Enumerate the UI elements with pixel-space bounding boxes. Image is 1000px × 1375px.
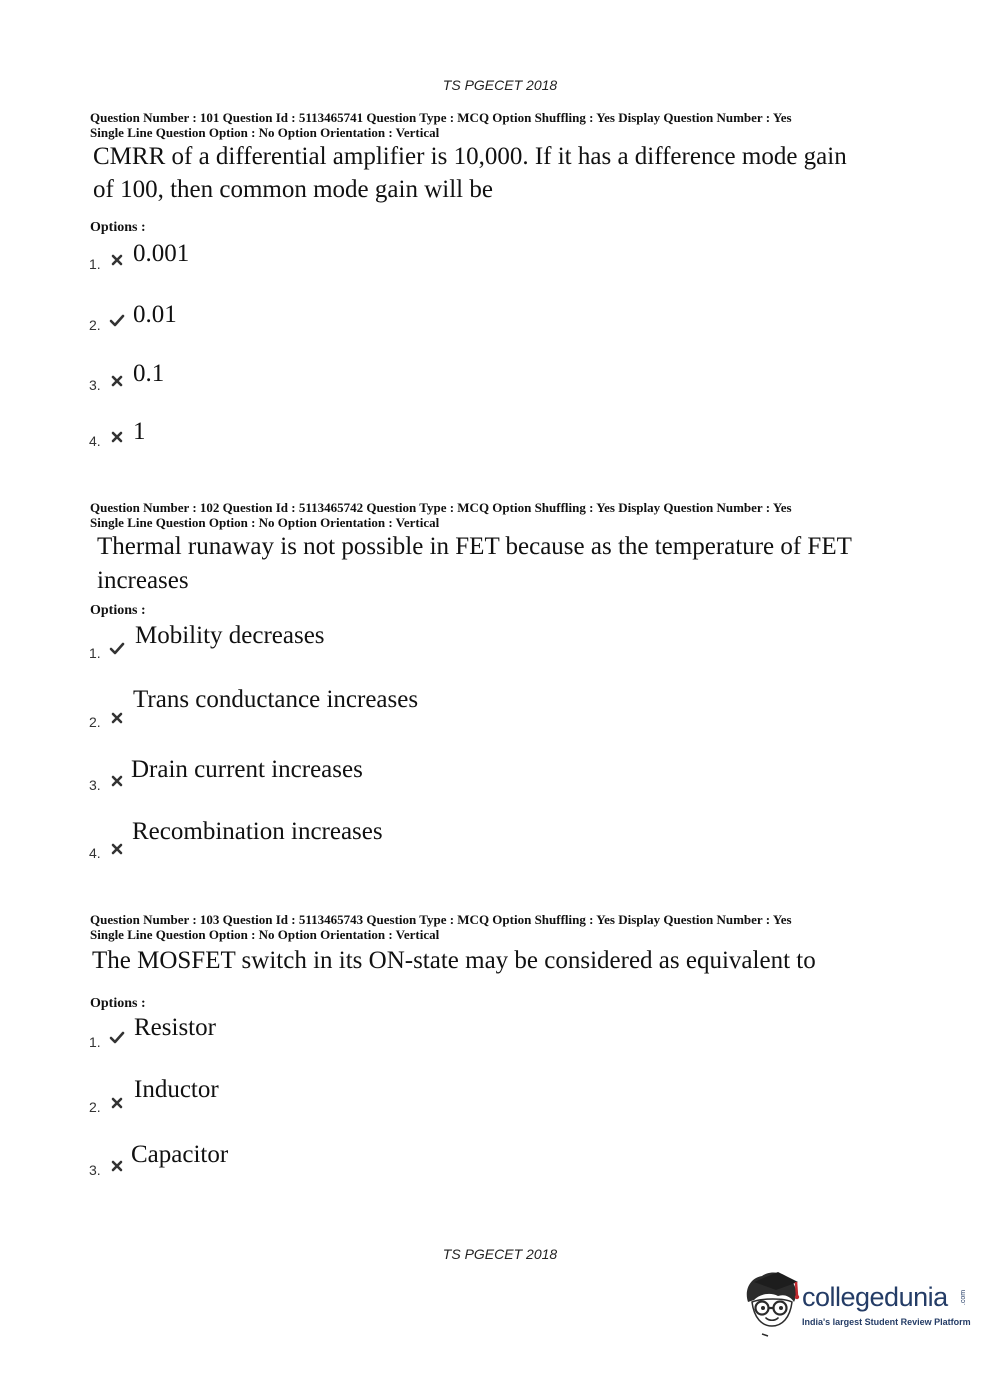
question-meta-line2: Single Line Question Option : No Option Orientation : Vertical	[90, 125, 440, 140]
option-number: 2.	[89, 317, 101, 333]
question-meta-line2: Single Line Question Option : No Option Orientation : Vertical	[90, 515, 440, 530]
check-icon	[109, 314, 125, 328]
option-1	[0, 1014, 1000, 1054]
option-text: 0.1	[133, 360, 165, 387]
option-text: 1	[133, 418, 146, 445]
question-meta-line1: Question Number : 103 Question Id : 5113465743 Question Type : MCQ Option Shuffling : Yes Display Question Number : Yes	[90, 912, 792, 927]
question-text-line2: of 100, then common mode gain will be	[93, 176, 493, 203]
running-footer: TS PGECET 2018	[442, 1246, 558, 1262]
option-number: 4.	[89, 433, 101, 449]
option-text: Inductor	[134, 1076, 219, 1103]
cross-icon	[109, 1159, 125, 1173]
options-label: Options :	[90, 996, 146, 1011]
option-2	[0, 301, 1000, 341]
question-meta-line2: Single Line Question Option : No Option Orientation : Vertical	[90, 927, 440, 942]
option-number: 3.	[89, 377, 101, 393]
question-meta-line1: Question Number : 101 Question Id : 5113465741 Question Type : MCQ Option Shuffling : Yes Display Question Number : Yes	[90, 110, 792, 125]
option-text: Trans conductance increases	[133, 686, 419, 713]
option-number: 3.	[89, 777, 101, 793]
option-3	[0, 360, 1000, 400]
running-header: TS PGECET 2018	[442, 77, 558, 93]
cross-icon	[109, 774, 125, 788]
option-number: 4.	[89, 845, 101, 861]
cross-icon	[109, 430, 125, 444]
option-2	[0, 686, 1000, 730]
option-1	[0, 622, 1000, 662]
option-text: 0.001	[133, 240, 190, 267]
option-text: Mobility decreases	[135, 622, 325, 649]
cross-icon	[109, 1096, 125, 1110]
question-text-line2: increases	[97, 567, 189, 594]
question-text-line1: Thermal runaway is not possible in FET because as the temperature of FET	[97, 533, 852, 560]
logo-dotcom: .com	[960, 1289, 968, 1306]
option-3	[0, 1141, 1000, 1181]
question-meta-line1: Question Number : 102 Question Id : 5113465742 Question Type : MCQ Option Shuffling : Yes Display Question Number : Yes	[90, 500, 792, 515]
cross-icon	[109, 374, 125, 388]
option-4	[0, 818, 1000, 861]
option-number: 1.	[89, 645, 101, 661]
collegedunia-logo	[740, 1268, 972, 1340]
options-label: Options :	[90, 603, 146, 618]
cross-icon	[109, 253, 125, 267]
logo-wordmark: collegedunia	[802, 1282, 948, 1312]
option-number: 1.	[89, 1034, 101, 1050]
option-3	[0, 756, 1000, 796]
check-icon	[109, 1031, 125, 1045]
option-text: Capacitor	[131, 1141, 229, 1168]
options-label: Options :	[90, 220, 146, 235]
option-number: 3.	[89, 1162, 101, 1178]
option-text: Recombination increases	[132, 818, 383, 845]
logo-tagline: India's largest Student Review Platform	[802, 1317, 971, 1327]
option-number: 2.	[89, 1099, 101, 1115]
student-mascot-icon	[740, 1268, 802, 1340]
option-number: 2.	[89, 714, 101, 730]
option-4	[0, 418, 1000, 458]
option-1	[0, 240, 1000, 280]
option-text: Drain current increases	[131, 756, 363, 783]
cross-icon	[109, 711, 125, 725]
question-text-line1: CMRR of a differential amplifier is 10,000. If it has a difference mode gain	[93, 143, 847, 170]
option-text: Resistor	[134, 1014, 216, 1041]
option-2	[0, 1076, 1000, 1116]
cross-icon	[109, 842, 125, 856]
option-text: 0.01	[133, 301, 177, 328]
question-text-line1: The MOSFET switch in its ON-state may be considered as equivalent to	[92, 947, 816, 974]
option-number: 1.	[89, 256, 101, 272]
check-icon	[109, 642, 125, 656]
